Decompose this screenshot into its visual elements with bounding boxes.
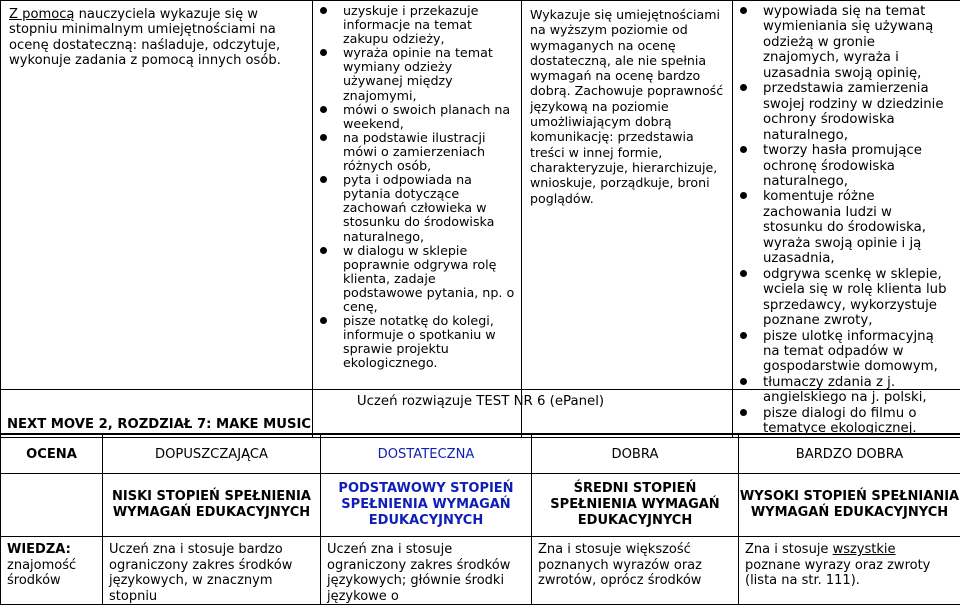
grade-table [0, 434, 960, 605]
grade-header-dostateczna: DOSTATECZNA [321, 435, 532, 474]
section-title: NEXT MOVE 2, ROZDZIAŁ 7: MAKE MUSIC [7, 417, 311, 432]
section-title-cell [1, 390, 313, 434]
list-item: przedstawia zamierzenia swojej rodziny w dziedzinie ochrony środowiska naturalnego, [739, 81, 954, 143]
criteria-text: Wykazuje się umiejętnościami na wyższym poziomie od wymaganych na ocenę dostateczną, ale nie spełnia wymagań na ocenę bardzo dobrą. Zachowuje poprawność językową na poziomie umożliwiającym dobrą komunikację: przedstawia treści w innej formie, charakteryzuje, hierarchizuje, wnioskuje, porządkuje, broni poglądów. [522, 1, 732, 206]
list-item: odgrywa scenkę w sklepie, wciela się w rolę klienta lub sprzedawcy, wykorzystuje poznane zwroty, [739, 267, 954, 329]
level-row [1, 474, 960, 537]
list-item: na podstawie ilustracji mówi o zamierzeniach różnych osób, [319, 131, 515, 173]
criteria-cell-dopuszczajaca [1, 1, 313, 438]
grade-header-ocena: OCENA [1, 435, 103, 474]
criteria-text: nauczyciela wykazuje się w stopniu minimalnym umiejętnościami na ocenę dostateczną: naśladuje, odczytuje, wykonuje zadania z pomocą innych osób. [9, 7, 281, 68]
list-item: wyraża opinie na temat wymiany odzieży używanej między znajomymi, [319, 46, 515, 102]
knowledge-dopuszczajaca: Uczeń zna i stosuje bardzo ograniczony zakres środków językowych, w znacznym stopniu [103, 537, 321, 605]
grade-header-bardzo-dobra: BARDZO DOBRA [739, 435, 960, 474]
level-niski: NISKI STOPIEŃ SPEŁNIENIA WYMAGAŃ EDUKACYJNYCH [103, 474, 321, 537]
grade-header-dobra: DOBRA [532, 435, 739, 474]
knowledge-row [1, 537, 960, 605]
list-item: pisze notatkę do kolegi, informuje o spotkaniu w sprawie projektu ekologicznego. [319, 314, 515, 370]
knowledge-bardzo-dobra: Zna i stosuje wszystkie poznane wyrazy oraz zwroty (lista na str. 111). [739, 537, 960, 605]
lesson-text: Uczeń rozwiązuje TEST NR 6 (ePanel) [1, 390, 649, 409]
level-wysoki: WYSOKI STOPIEŃ SPEŁNIANIA WYMAGAŃ EDUKACYJNYCH [739, 474, 960, 537]
knowledge-dobra: Zna i stosuje większość poznanych wyrazów oraz zwrotów, oprócz środków [532, 537, 739, 605]
list-item: uzyskuje i przekazuje informacje na temat zakupu odzieży, [319, 4, 515, 46]
grade-header-row [1, 435, 960, 474]
criteria-cell-bardzo-dobra [733, 1, 960, 438]
criteria-cell-dostateczna [313, 1, 522, 438]
list-item: komentuje różne zachowania ludzi w stosunku do środowiska, wyraża swoją opinie i ją uzasadnia, [739, 189, 954, 266]
list-item: pisze ulotkę informacyjną na temat odpadów w gospodarstwie domowym, [739, 329, 954, 375]
highlight-text: Z pomocą [9, 7, 74, 22]
criteria-list [313, 1, 521, 370]
list-item: pyta i odpowiada na pytania dotyczące zachowań człowieka w stosunku do środowiska naturalnego, [319, 173, 515, 243]
knowledge-dostateczna: Uczeń zna i stosuje ograniczony zakres środków językowych; głównie środki językowe o [321, 537, 532, 605]
criteria-cell-dobra [522, 1, 733, 438]
list-item: tłumaczy zdania z j. angielskiego na j. polski, [739, 375, 954, 406]
level-sredni: ŚREDNI STOPIEŃ SPEŁNIENIA WYMAGAŃ EDUKACYJNYCH [532, 474, 739, 537]
list-item: w dialogu w sklepie poprawnie odgrywa rolę klienta, zadaje podstawowe pytania, np. o cenę, [319, 244, 515, 314]
knowledge-label: WIEDZA: znajomość środków [1, 537, 103, 605]
list-item: mówi o swoich planach na weekend, [319, 103, 515, 131]
underlined-word: wszystkie [833, 542, 896, 557]
criteria-list [733, 1, 960, 437]
level-empty [1, 474, 103, 537]
lesson-cell [313, 390, 960, 434]
test-row-table [0, 389, 960, 434]
grade-header-dopuszczajaca: DOPUSZCZAJĄCA [103, 435, 321, 474]
level-podstawowy: PODSTAWOWY STOPIEŃ SPEŁNIENIA WYMAGAŃ EDUKACYJNYCH [321, 474, 532, 537]
list-item: pisze dialogi do filmu o tematyce ekologicznej. [739, 406, 954, 437]
list-item: tworzy hasła promujące ochronę środowiska naturalnego, [739, 143, 954, 189]
list-item: wypowiada się na temat wymieniania się używaną odzieżą w gronie znajomych, wyraża i uzasadnia swoją opinię, [739, 4, 954, 81]
